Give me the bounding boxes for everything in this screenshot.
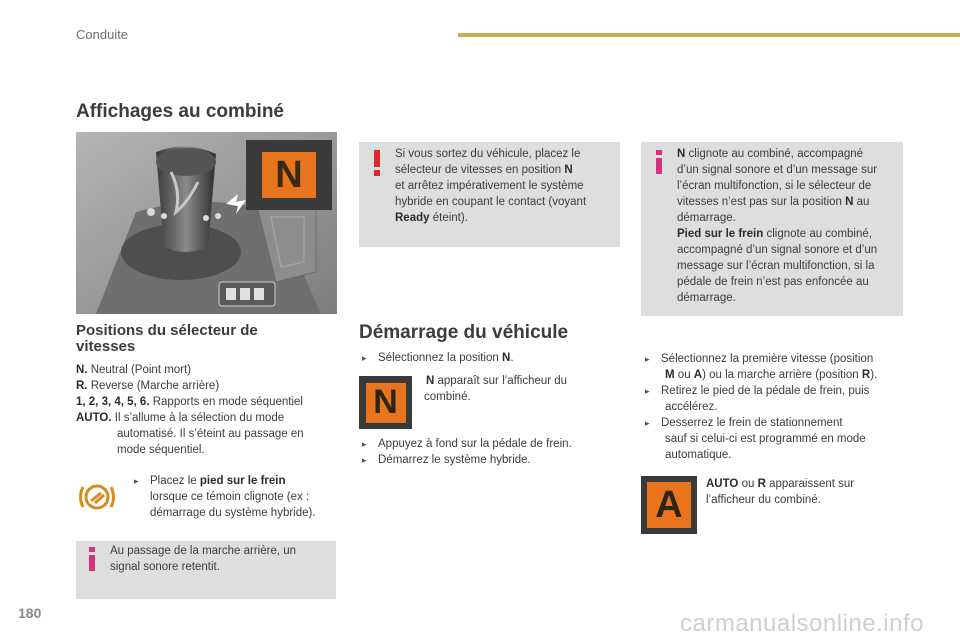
info-right-line-4: vitesses n’est pas sur la position — [677, 196, 842, 208]
right-step-1-m: M — [665, 369, 675, 381]
brake-note-pre: Placez le — [150, 475, 197, 487]
header-accent-bar — [458, 33, 960, 37]
info-right-brake-bold: Pied sur le frein — [677, 228, 764, 240]
gear-selector-photo — [76, 132, 337, 314]
warning-exclamation-icon — [371, 150, 383, 176]
position-text-auto-1: Il s’allume à la sélection du mode — [114, 412, 285, 424]
position-key-gears: 1, 2, 3, 4, 5, 6. — [76, 396, 150, 408]
n-indicator-letter: N — [373, 383, 398, 421]
warning-line-4: hybride en coupant le contact (voyant — [395, 196, 587, 208]
start-right-steps — [645, 351, 905, 463]
start-heading: Démarrage du véhicule — [359, 322, 569, 343]
start-steps-2-3 — [362, 436, 622, 468]
warning-line-1: Si vous sortez du véhicule, placez le — [395, 148, 581, 160]
position-key-r: R. — [76, 380, 88, 392]
bullet-arrow-icon: ▸ — [645, 386, 650, 396]
page-title: Affichages au combiné — [76, 101, 284, 122]
info-right-line-2: d’un signal sonore et d’un message sur — [677, 164, 878, 176]
right-step-3-line-1: Desserrez le frein de stationnement — [661, 417, 843, 429]
n-indicator-bold: N — [426, 375, 435, 387]
start-step-2: Appuyez à fond sur la pédale de frein. — [378, 438, 572, 450]
a-indicator-letter: A — [655, 483, 683, 526]
page-number: 180 — [18, 605, 42, 621]
position-key-n: N. — [76, 364, 88, 376]
position-key-auto: AUTO. — [76, 412, 112, 424]
position-item-auto — [76, 410, 336, 426]
info-icon — [655, 150, 663, 174]
warning-text — [395, 146, 617, 226]
start-step-1-bold: N — [502, 352, 511, 364]
right-step-2-line-2: accélérez. — [665, 401, 718, 413]
right-step-3-line-3: automatique. — [665, 449, 732, 461]
info-box-reverse — [76, 541, 336, 599]
n-indicator-icon — [359, 376, 412, 429]
warning-box — [359, 142, 620, 247]
n-indicator-text — [424, 373, 614, 405]
a-indicator-line-1: apparaissent sur — [769, 478, 855, 490]
n-indicator-line-2: combiné. — [424, 391, 471, 403]
right-step-1-end: ). — [870, 369, 878, 381]
position-item-gears — [76, 394, 336, 410]
a-indicator-ou: ou — [741, 478, 755, 490]
brake-note-line-2: lorsque ce témoin clignote (ex : — [150, 491, 310, 503]
warning-line-5-bold: Ready — [395, 212, 430, 224]
bullet-arrow-icon: ▸ — [362, 455, 367, 465]
info-reverse-line-2: signal sonore retentit. — [110, 561, 220, 573]
a-indicator-icon — [641, 476, 697, 534]
right-step-1-a: A — [693, 369, 703, 381]
right-step-1-ou: ou — [677, 369, 691, 381]
position-text-gears: Rapports en mode séquentiel — [152, 396, 303, 408]
position-text-r: Reverse (Marche arrière) — [90, 380, 220, 392]
a-indicator-auto: AUTO — [706, 478, 739, 490]
info-reverse-text — [110, 543, 334, 575]
info-right-brake-line-3: message sur l’écran multifonction, si la — [677, 260, 875, 272]
n-display-indicator — [246, 140, 332, 210]
warning-line-3: et arrêtez impérativement le système — [395, 180, 584, 192]
position-text-auto-2: automatisé. Il s’éteint au passage en — [117, 428, 304, 440]
positions-heading: Positions du sélecteur de vitesses — [76, 322, 258, 355]
right-step-1-mid: ) ou la marche arrière (position — [702, 369, 859, 381]
position-item-r — [76, 378, 336, 394]
info-right-text — [677, 146, 901, 306]
watermark: carmanualsonline.info — [680, 610, 924, 637]
info-right-brake-line-4: pédale de frein n’est pas enfoncée au — [677, 276, 869, 288]
info-right-line-4-tail: au — [856, 196, 870, 208]
warning-line-2-bold: N — [564, 164, 573, 176]
info-right-bold-n: N — [677, 148, 686, 160]
brake-note-line-3: démarrage du système hybride). — [150, 507, 316, 519]
positions-list — [76, 362, 336, 458]
right-step-2-line-1: Retirez le pied de la pédale de frein, puis — [661, 385, 870, 397]
brake-note — [134, 473, 338, 521]
info-right-bold-n2: N — [845, 196, 854, 208]
bullet-arrow-icon: ▸ — [362, 353, 367, 363]
bullet-arrow-icon: ▸ — [134, 476, 139, 486]
position-text-auto-3: mode séquentiel. — [117, 444, 205, 456]
info-icon — [88, 547, 96, 571]
info-reverse-line-1: Au passage de la marche arrière, un — [110, 545, 297, 557]
position-text-n: Neutral (Point mort) — [90, 364, 192, 376]
bullet-arrow-icon: ▸ — [645, 418, 650, 428]
bullet-arrow-icon: ▸ — [362, 439, 367, 449]
start-step-1-end: . — [510, 352, 514, 364]
running-header: Conduite — [76, 27, 129, 42]
a-indicator-text — [706, 476, 906, 508]
info-right-brake-line-5: démarrage. — [677, 292, 736, 304]
info-right-line-5: démarrage. — [677, 212, 736, 224]
a-indicator-line-2: l’afficheur du combiné. — [706, 494, 821, 506]
warning-line-2: sélecteur de vitesses en position — [395, 164, 562, 176]
brake-note-bold: pied sur le frein — [199, 475, 286, 487]
start-step-3: Démarrez le système hybride. — [378, 454, 531, 466]
warning-line-5: éteint). — [432, 212, 468, 224]
n-indicator-line-1: apparaît sur l’afficheur du — [437, 375, 568, 387]
brake-pedal-icon — [77, 481, 117, 513]
info-box-n-flash — [641, 142, 903, 316]
n-display-letter: N — [275, 153, 303, 196]
info-right-brake-line-2: accompagné d’un signal sonore et d’un — [677, 244, 878, 256]
info-right-line-3: l’écran multifonction, si le sélecteur de — [677, 180, 872, 192]
start-step-1 — [362, 350, 622, 366]
info-right-line-1: clignote au combiné, accompagné — [688, 148, 864, 160]
info-right-brake-line-1: clignote au combiné, — [766, 228, 872, 240]
bullet-arrow-icon: ▸ — [645, 354, 650, 364]
position-item-n — [76, 362, 336, 378]
start-step-1-text: Sélectionnez la position — [378, 352, 499, 364]
right-step-1-r: R — [861, 369, 871, 381]
a-indicator-r: R — [757, 478, 766, 490]
right-step-1-line-1: Sélectionnez la première vitesse (position — [661, 353, 874, 365]
right-step-3-line-2: sauf si celui-ci est programmé en mode — [665, 433, 866, 445]
